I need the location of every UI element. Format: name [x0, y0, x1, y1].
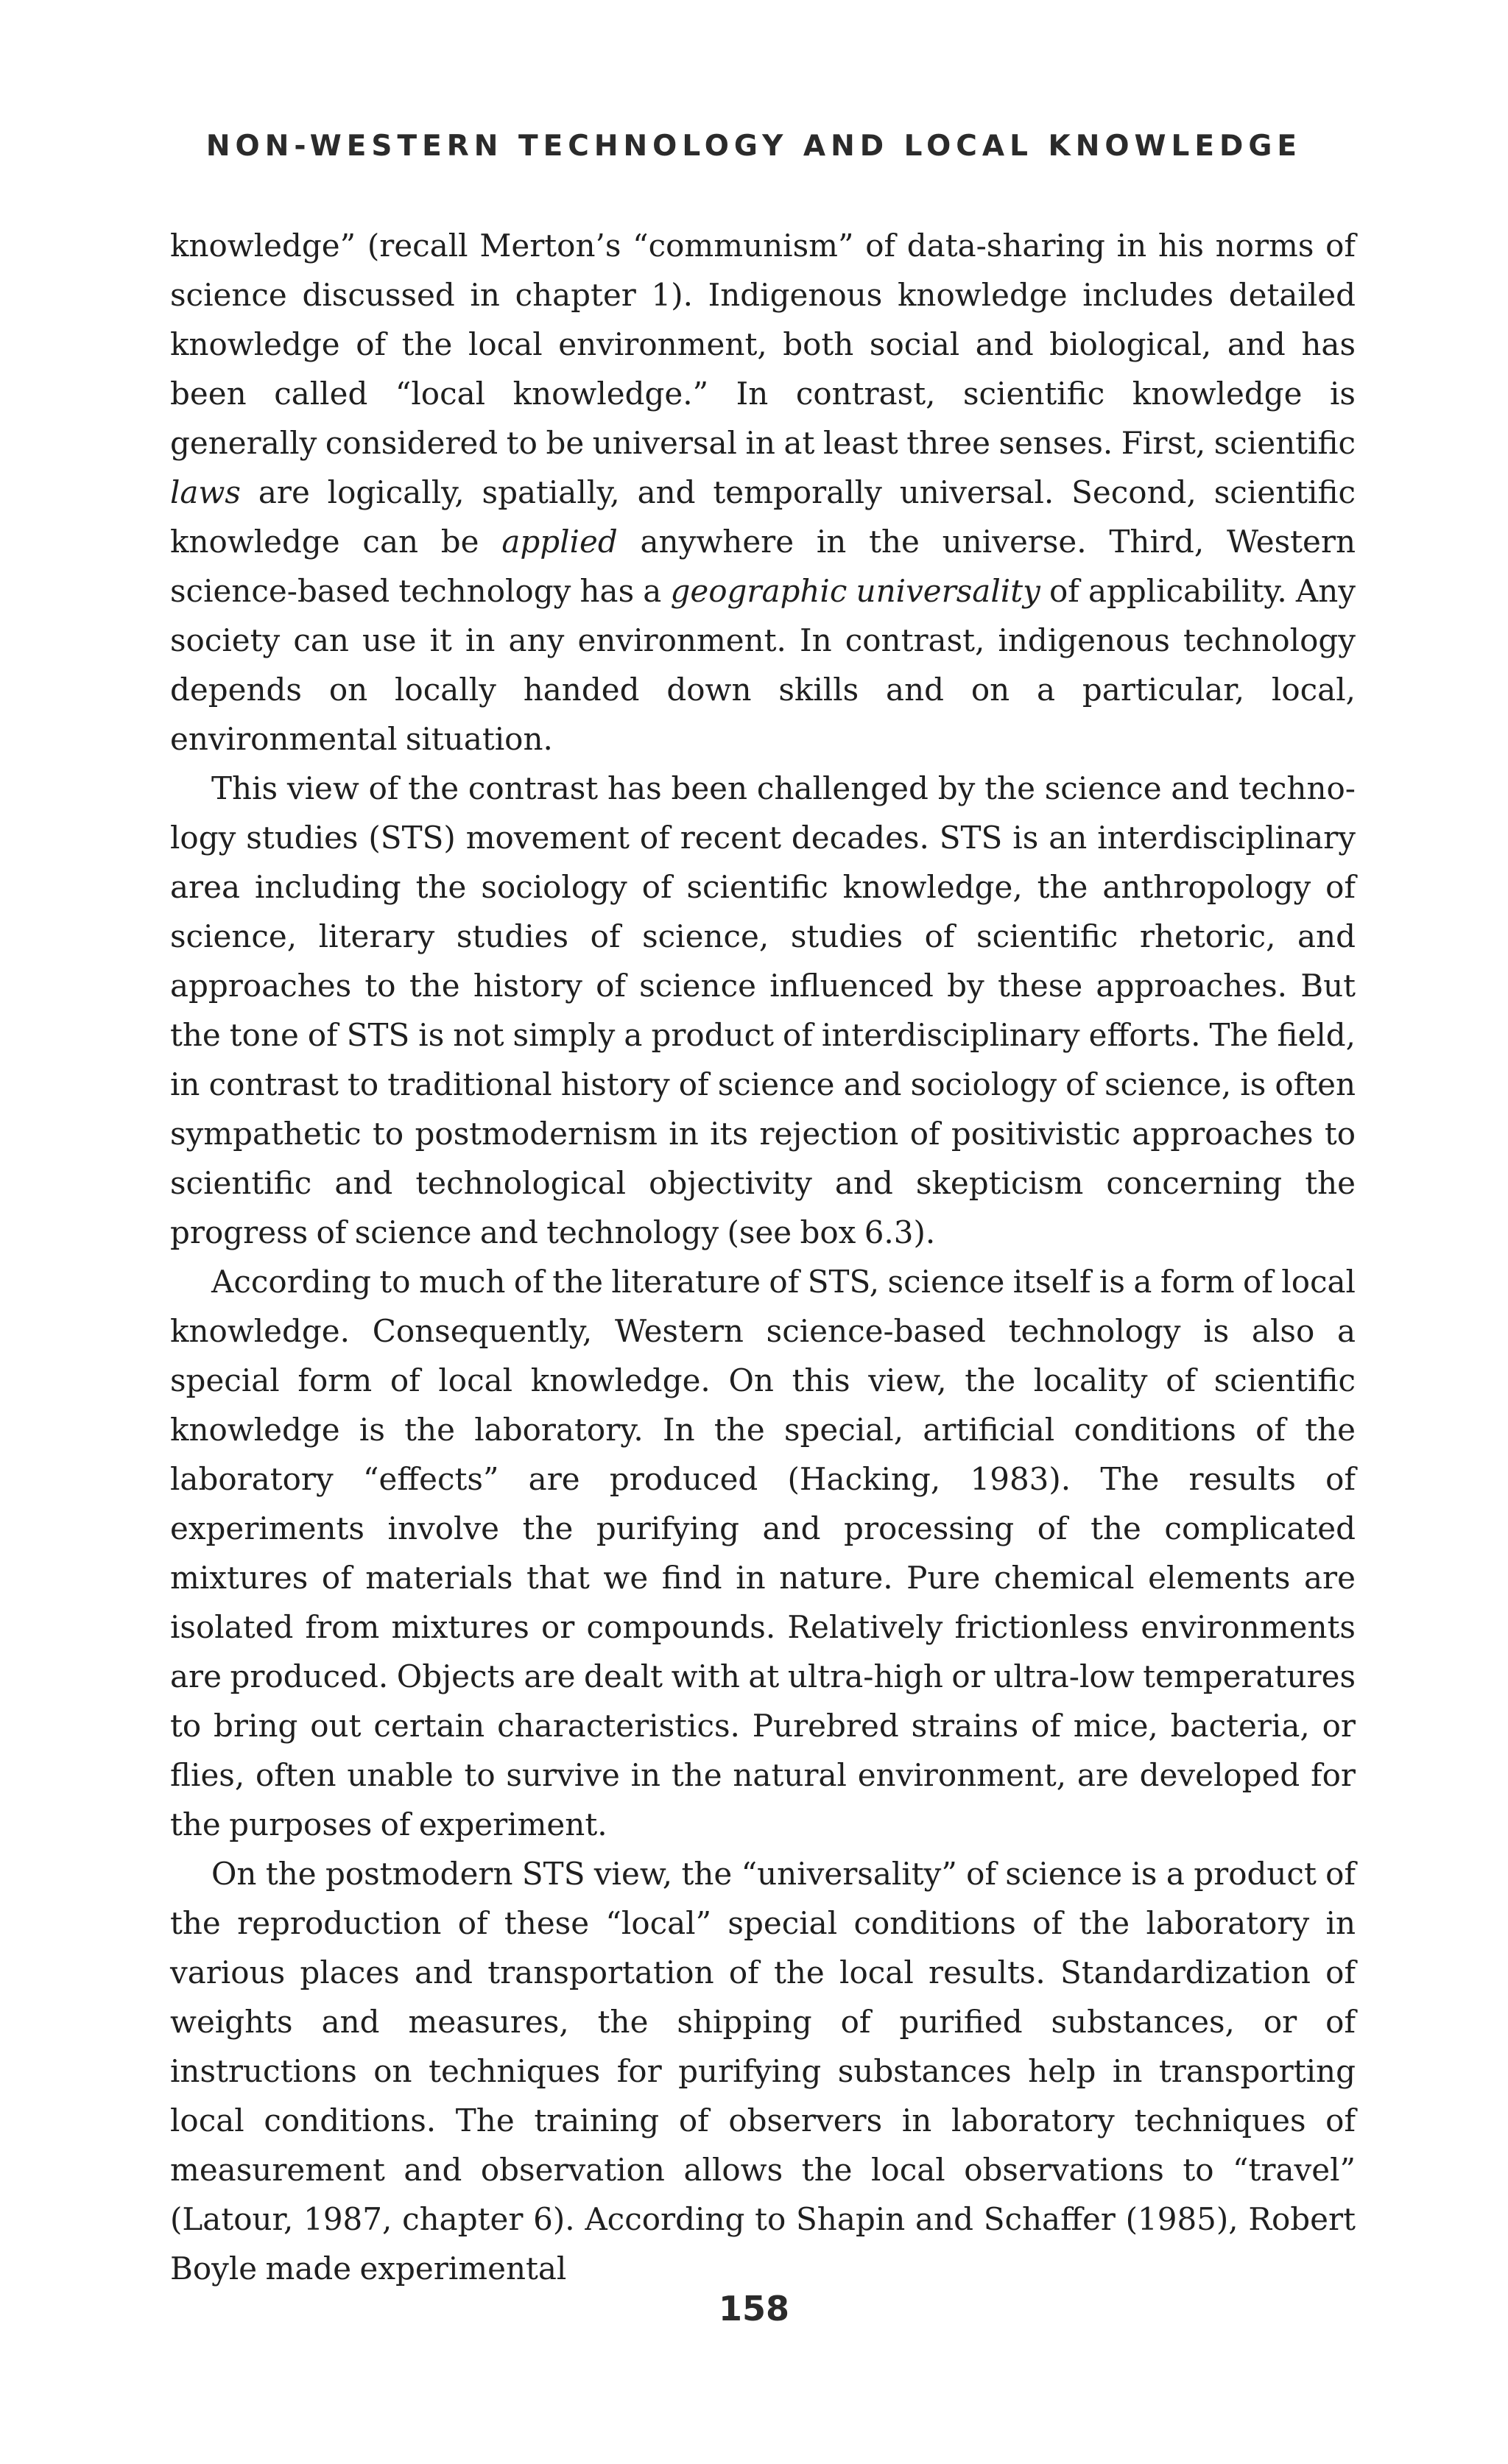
paragraph-2: This view of the contrast has been challenged by the science and technology studies (STS) movement of recent decades. STS is an interdisciplinary area including the sociology of scientific knowledge, the anthropology of science, literary studies of science, studies of scientific rhetoric, and approaches to the history of science influenced by these approaches. But the tone of STS is not simply a product of interdisciplinary efforts. The field, in contrast to traditional history of science and sociology of science, is often sympathetic to postmodernism in its rejection of positivistic approaches to scientific and technological objectivity and skepticism concerning the progress of science and technology (see box 6.3).	[170, 770, 1356, 1250]
paragraph-1	[170, 221, 1356, 764]
paragraph-1-emphasis-geographic-universality: geographic universality	[670, 573, 1040, 609]
running-head: NON-WESTERN TECHNOLOGY AND LOCAL KNOWLEDGE	[205, 130, 1303, 163]
paragraph-1-text-2: are logically, spatially, and temporally universal. Second, scientific knowledge can be	[170, 474, 1356, 560]
body-text	[170, 221, 1356, 2293]
paragraph-1-text-1: knowledge” (recall Merton’s “communism” of data-sharing in his norms of science discussed in chapter 1). Indigenous knowledge includes detailed knowledge of the local environment, both social and biological, and has been called “local knowledge.” In contrast, scientific knowledge is generally considered to be universal in at least three senses. First, scientific	[170, 228, 1356, 461]
paragraph-1-text-3: anywhere in the universe. Third, Western science-based technology has a	[170, 524, 1356, 609]
paragraph-1-emphasis-applied: applied	[501, 524, 618, 560]
paragraph-1-text-4: of applicability. Any society can use it in any environment. In contrast, indigenous technology depends on locally handed down skills and on a particular, local, environmental situation.	[170, 573, 1356, 757]
paragraph-3: According to much of the literature of STS, science itself is a form of local knowledge. Consequently, Western science-based technology is also a special form of local knowledge. On this view, the locality of scientific knowledge is the laboratory. In the special, artificial conditions of the laboratory “effects” are produced (Hacking, 1983). The results of experiments involve the purifying and processing of the complicated mixtures of materials that we find in nature. Pure chemical elements are isolated from mixtures or compounds. Relatively frictionless environments are produced. Objects are dealt with at ultra-high or ultra-low temperatures to bring out certain characteristics. Purebred strains of mice, bacteria, or flies, often unable to survive in the natural environment, are developed for the purposes of experiment.	[170, 1264, 1356, 1842]
paragraph-1-emphasis-laws: laws	[170, 474, 241, 510]
page-number: 158	[718, 2289, 790, 2329]
paragraph-4: On the postmodern STS view, the “universality” of science is a product of the reproduction of these “local” special conditions of the laboratory in various places and transportation of the local results. Standardization of weights and measures, the shipping of purified substances, or of instructions on techniques for purifying substances help in transporting local conditions. The training of observers in laboratory techniques of measurement and observation allows the local observations to “travel” (Latour, 1987, chapter 6). According to Shapin and Schaffer (1985), Robert Boyle made experimental	[170, 1856, 1356, 2287]
